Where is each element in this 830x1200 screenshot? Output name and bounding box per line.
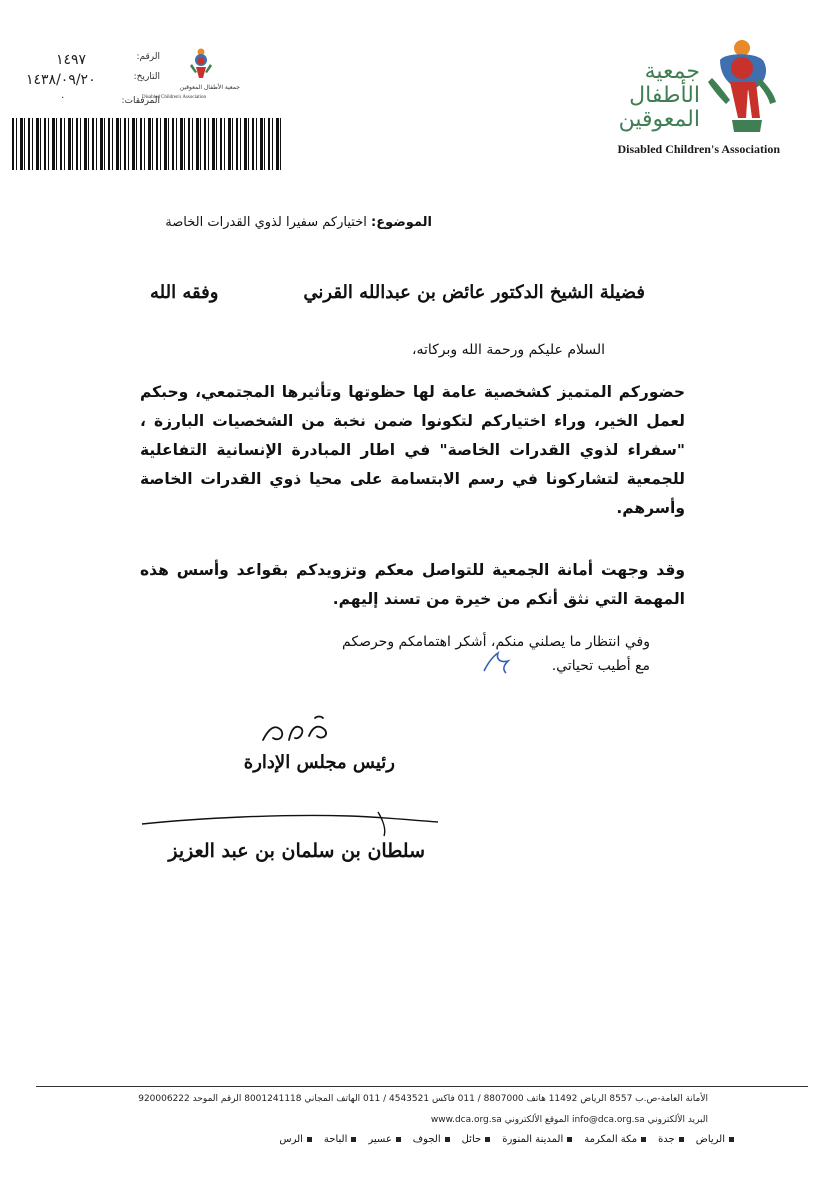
signature-scribble [255, 710, 335, 750]
subject-line [132, 215, 432, 230]
paragraph-2: وقد وجهت أمانة الجمعية للتواصل معكم وتزويدكم بقواعد وأسس هذه المهمة التي نثق أنكم من خيرة من تسند إليهم. [140, 561, 685, 608]
city-item: المدينة المنورة [502, 1134, 572, 1145]
children-figure-icon [690, 38, 780, 134]
org-logo [540, 38, 800, 163]
city-item: الجوف [413, 1134, 450, 1145]
ref-number-value: ١٤٩٧ [56, 52, 87, 68]
greeting: السلام عليكم ورحمة الله وبركاته، [411, 342, 605, 358]
city-item: حائل [462, 1134, 491, 1145]
ref-attachments-row [20, 92, 160, 112]
small-logo-arabic: جمعية الأطفال المعوقين [179, 84, 240, 91]
ref-number-label: الرقم: [136, 52, 160, 62]
signature-stroke [140, 808, 440, 838]
square-bullet-icon [445, 1137, 450, 1142]
footer-web-line: البريد الألكتروني info@dca.org.sa الموقع الألكتروني www.dca.org.sa [430, 1115, 708, 1125]
ref-attachments-label: المرفقات: [121, 96, 160, 106]
blessing: وفقه الله [150, 282, 219, 303]
barcode [12, 118, 282, 170]
square-bullet-icon [729, 1137, 734, 1142]
addressee: فضيلة الشيخ الدكتور عائض بن عبدالله القرني [303, 282, 645, 303]
small-children-figure-icon [188, 48, 214, 82]
closing-line-1: وفي انتظار ما يصلني منكم، أشكر اهتمامكم وحرصكم [342, 634, 650, 650]
square-bullet-icon [396, 1137, 401, 1142]
subject-text: اختياركم سفيرا لذوي القدرات الخاصة [165, 215, 367, 230]
square-bullet-icon [567, 1137, 572, 1142]
ref-date-label: التاريخ: [133, 72, 160, 82]
city-item: الرس [279, 1134, 312, 1145]
ref-date-value: ١٤٣٨/٠٩/٢٠ [26, 72, 96, 88]
square-bullet-icon [679, 1137, 684, 1142]
signatory-title: رئيس مجلس الإدارة [243, 752, 395, 773]
footer-divider [36, 1086, 808, 1087]
paragraph-1: حضوركم المتميز كشخصية عامة لها حظوتها وتأثيرها المجتمعي، وحبكم لعمل الخير، وراء اختياركم لتكونوا ضمن نخبة من الشخصيات البارزة ، "سفراء لذوي القدرات الخاصة" في اطار المبادرة الإنسانية التفاعلية للجمعية لتشاركونا في رسم الابتسامة على محيا ذوي القدرات الخاصة وأسرهم. [140, 383, 685, 517]
square-bullet-icon [485, 1137, 490, 1142]
square-bullet-icon [351, 1137, 356, 1142]
footer-contact-line: الأمانة العامة-ص.ب 8557 الرياض 11492 هاتف 8807000 / 011 فاكس 4543521 / 011 الهاتف المجاني 8001241118 الرقم الموحد 920006222 [138, 1094, 708, 1104]
small-logo-english: Disabled Children's Association [142, 95, 206, 100]
subject-label: الموضوع: [371, 215, 432, 230]
city-item: مكة المكرمة [584, 1134, 646, 1145]
org-name-english: Disabled Children's Association [617, 142, 780, 156]
signatory-name: سلطان بن سلمان بن عبد العزيز [168, 840, 425, 862]
footer-cities [279, 1134, 734, 1145]
city-item: جدة [658, 1134, 684, 1145]
city-item: عسير [368, 1134, 400, 1145]
city-item: الرياض [696, 1134, 734, 1145]
square-bullet-icon [641, 1137, 646, 1142]
closing-line-2: مع أطيب تحياتي. [551, 658, 650, 674]
city-item: الباحة [324, 1134, 356, 1145]
square-bullet-icon [307, 1137, 312, 1142]
ref-number-row [20, 52, 160, 68]
ref-date-row [20, 72, 160, 88]
ref-dot: ٠ [60, 92, 66, 103]
org-name-arabic: جمعية الأطفال المعوقين [618, 59, 700, 132]
reference-block [20, 48, 170, 118]
pen-mark-icon [480, 645, 520, 675]
